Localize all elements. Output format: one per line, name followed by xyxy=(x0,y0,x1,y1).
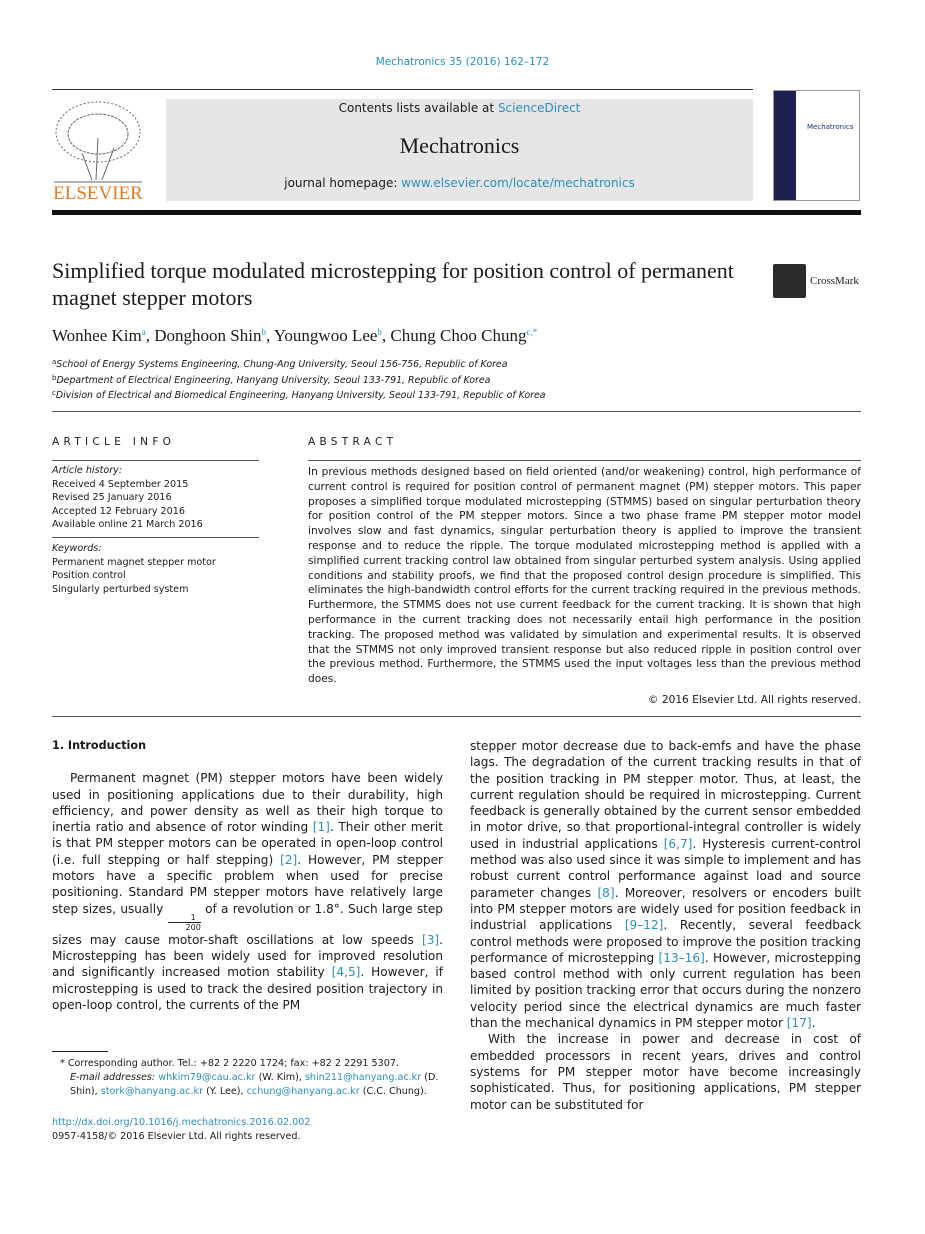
left-column xyxy=(52,738,443,1013)
affiliation xyxy=(52,387,546,403)
divider xyxy=(52,411,861,412)
intro-paragraph xyxy=(52,770,443,1013)
journal-cover-image xyxy=(773,90,860,201)
paragraph-text: . Recently, several feedback control methods were proposed to improve the position tracking performance of microstepping xyxy=(470,918,861,965)
divider xyxy=(52,716,861,717)
affiliation-text: Department of Electrical Engineering, Hanyang University, Seoul 133-791, Republic of Korea xyxy=(56,374,491,386)
paragraph-text: . However, microstepping based control method with only current regulation has been limited by position tracking error that occurs during the nonzero velocity period since the electrical dynamics are much faster than the mechanical dynamics in PM stepper motor xyxy=(470,950,861,1031)
section-heading: 1. Introduction xyxy=(52,739,147,752)
email-owner: (W. Kim), xyxy=(255,1071,305,1083)
paragraph-text: . However, if microstepping is used to track the desired position trajectory in open-loop control, the currents of the PM xyxy=(52,965,444,1012)
contents-label: Contents lists available at xyxy=(338,101,498,115)
divider xyxy=(52,460,259,461)
citation-link[interactable]: [13–16] xyxy=(658,950,705,965)
divider xyxy=(308,460,861,461)
elsevier-logo xyxy=(52,98,144,202)
sciencedirect-link[interactable]: ScienceDirect xyxy=(497,101,581,115)
author-name: Donghoon Shin xyxy=(154,326,262,345)
keyword: Permanent magnet stepper motor xyxy=(52,556,216,568)
citation-link[interactable]: [6,7] xyxy=(663,836,693,851)
citation-link[interactable]: [9–12] xyxy=(624,918,664,933)
email-link[interactable]: stork@hanyang.ac.kr xyxy=(100,1085,204,1097)
footnote-mark: * xyxy=(60,1058,65,1069)
keywords xyxy=(52,542,216,596)
abstract-text: In previous methods designed based on field oriented (and/or weakening) control, high performance of current control is required for position control of permanent magnet (PM) stepper motors. This paper proposes a simplified torque modulated microstepping (STMMS) based on singular perturbation theory for position control of the PM stepper motors. Since a two phase frame PM stepper motor model involves slow and fast dynamics, singular perturbation theory is applied to improve the transient response and to reduce the ripple. The torque modulated microstepping method is applied with a simplified current tracking control law obtained from singular perturbed system analysis. Using applied conditions and stability proofs, we find that the proposed control design procedure is simplified. This eliminates the high-bandwidth control efforts for the current tracking required in the previous methods. Furthermore, the STMMS does not use current feedback for the current tracking. It is shown that high performance in the current tracking does not necessarily entail high performance in the position tracking. The proposed method was validated by simulation and experimental results. It is observed that the STMMS not only improved transient response but also reduced ripple in position control over the previous method. Furthermore, the STMMS used the input voltages less than the previous method does. xyxy=(308,466,861,686)
email-owner: (C.C. Chung). xyxy=(359,1085,427,1097)
footnote xyxy=(52,1057,452,1144)
affiliation-text: School of Energy Systems Engineering, Chung-Ang University, Seoul 156-756, Republic of Korea xyxy=(56,359,508,370)
corresponding-author: Corresponding author. Tel.: +82 2 2220 1724; fax: +82 2 2291 5307. xyxy=(67,1058,400,1069)
cover-title: Mechatronics xyxy=(807,123,854,131)
article-history xyxy=(52,464,203,532)
issn-copyright: 0957-4158/© 2016 Elsevier Ltd. All rights reserved. xyxy=(52,1131,301,1143)
fraction xyxy=(168,913,201,932)
crossmark-button[interactable] xyxy=(773,264,863,298)
affiliation-mark: b xyxy=(52,373,57,382)
fraction-numerator: 1 xyxy=(168,913,201,923)
header-rule xyxy=(52,210,861,215)
citation-link[interactable]: [8] xyxy=(597,885,615,900)
abstract-copyright: © 2016 Elsevier Ltd. All rights reserved. xyxy=(647,693,861,706)
footnote-rule xyxy=(52,1051,108,1052)
paragraph-text: stepper motor decrease due to back-emfs and have the phase lags. The degradation of the current tracking results in that of the position tracking in PM stepper motor. Thus, at least, the current regulation should be required in microstepping. Current feedback is generally obtained by the current sensor embedded in motor drive, so that proportional-integral controller is widely used in industrial applications xyxy=(470,739,861,851)
paragraph-text: . Microstepping has been widely used for improved resolution and significantly increased motion stability xyxy=(52,932,443,980)
journal-banner xyxy=(166,99,753,201)
abstract-body xyxy=(308,465,861,708)
citation-link[interactable]: [4,5] xyxy=(331,965,361,980)
author-affiliation-mark[interactable]: a xyxy=(141,327,146,337)
email-link[interactable]: whkim79@cau.ac.kr xyxy=(158,1071,256,1083)
affiliation-mark: c xyxy=(52,389,56,397)
paragraph-text: . Hysteresis current-control method was also used since it was simple to implement and has robust current control performance against load and source parameter changes xyxy=(470,836,861,900)
journal-title: Mechatronics xyxy=(399,133,520,158)
history-item: Available online 21 March 2016 xyxy=(52,519,203,530)
intro-paragraph xyxy=(470,738,861,1031)
paragraph-text: Permanent magnet (PM) stepper motors have been widely used in positioning applications due to their durability, high efficiency, and power density as well as their high torque to inertia ratio and absence of rotor winding xyxy=(52,771,443,835)
divider xyxy=(52,537,259,538)
article-title: Simplified torque modulated microstepping for position control of permanent magnet stepper motors xyxy=(52,258,734,310)
homepage-label: journal homepage: xyxy=(284,176,402,190)
email-link[interactable]: shin211@hanyang.ac.kr xyxy=(304,1071,422,1083)
email-label: E-mail addresses: xyxy=(70,1071,159,1083)
author-affiliation-mark[interactable]: b xyxy=(261,327,266,337)
journal-homepage-link[interactable]: www.elsevier.com/locate/mechatronics xyxy=(401,176,635,190)
article-info-heading: ARTICLE INFO xyxy=(52,436,176,448)
doi-link[interactable]: http://dx.doi.org/10.1016/j.mechatronics.2016.02.002 xyxy=(52,1117,311,1129)
fraction-denominator: 200 xyxy=(185,922,201,932)
author-affiliation-mark[interactable]: c,* xyxy=(526,327,538,337)
author-name: Youngwoo Lee xyxy=(273,326,378,345)
history-item: Accepted 12 February 2016 xyxy=(52,505,185,517)
paragraph-text: . Moreover, resolvers or encoders built into PM stepper motors are widely used for position feedback in industrial applications xyxy=(470,885,862,933)
keyword: Position control xyxy=(52,570,126,581)
history-item: Received 4 September 2015 xyxy=(52,478,189,490)
affiliation xyxy=(52,356,546,372)
crossmark-label: CrossMark xyxy=(810,275,859,287)
paragraph-text: of a revolution or 1.8°. Such large step sizes may cause motor-shaft oscillations at low speeds xyxy=(52,901,443,947)
author-name: Chung Choo Chung xyxy=(390,326,527,345)
affiliations xyxy=(52,356,546,403)
keywords-label: Keywords: xyxy=(52,543,102,554)
journal-reference-link[interactable]: Mechatronics 35 (2016) 162–172 xyxy=(375,56,550,68)
email-link[interactable]: cchung@hanyang.ac.kr xyxy=(246,1085,360,1097)
affiliation-mark: a xyxy=(52,358,57,366)
citation-link[interactable]: [17] xyxy=(786,1016,812,1031)
crossmark-icon xyxy=(773,264,806,298)
keyword: Singularly perturbed system xyxy=(52,583,189,595)
paragraph-text: . However, PM stepper motors have a specific problem when used for precise positioning. Standard PM stepper motors have relatively large step sizes, usually xyxy=(52,852,444,916)
citation-link[interactable]: [3] xyxy=(422,932,440,947)
email-owner: (Y. Lee), xyxy=(203,1085,247,1097)
author-list: Wonhee Kim$^a$, Donghoon Shin$^b$, Youngwoo Lee$^b$, Chung Choo Chung$^{c,*}$ xyxy=(52,326,538,345)
affiliation-text: Division of Electrical and Biomedical Engineering, Hanyang University, Seoul 133-791, Republic of Korea xyxy=(55,390,546,401)
affiliation xyxy=(52,372,546,388)
author-name: Wonhee Kim xyxy=(52,326,142,345)
abstract-heading: ABSTRACT xyxy=(308,436,398,448)
history-item: Revised 25 January 2016 xyxy=(52,492,172,503)
history-label: Article history: xyxy=(52,465,123,476)
right-column xyxy=(470,738,861,1113)
email-owner: (D. Shin), xyxy=(70,1071,439,1097)
svg-text:ELSEVIER: ELSEVIER xyxy=(53,183,143,202)
author-affiliation-mark[interactable]: b xyxy=(377,327,382,337)
paragraph-text: With the increase in power and decrease in cost of embedded processors in recent years, drives and control systems for PM stepper motor have become increasingly sophisticated. Thus, for positioning applications, PM stepper motor can be substituted for xyxy=(470,1032,861,1112)
paragraph-text: . xyxy=(811,1016,816,1031)
divider xyxy=(52,89,753,90)
citation-link[interactable]: [1] xyxy=(312,820,330,835)
citation-link[interactable]: [2] xyxy=(280,852,298,867)
paragraph-text: . Their other merit is that PM stepper motors can be operated in open-loop control (i.e. full stepping or half stepping) xyxy=(52,820,443,867)
intro-paragraph xyxy=(470,1031,861,1112)
